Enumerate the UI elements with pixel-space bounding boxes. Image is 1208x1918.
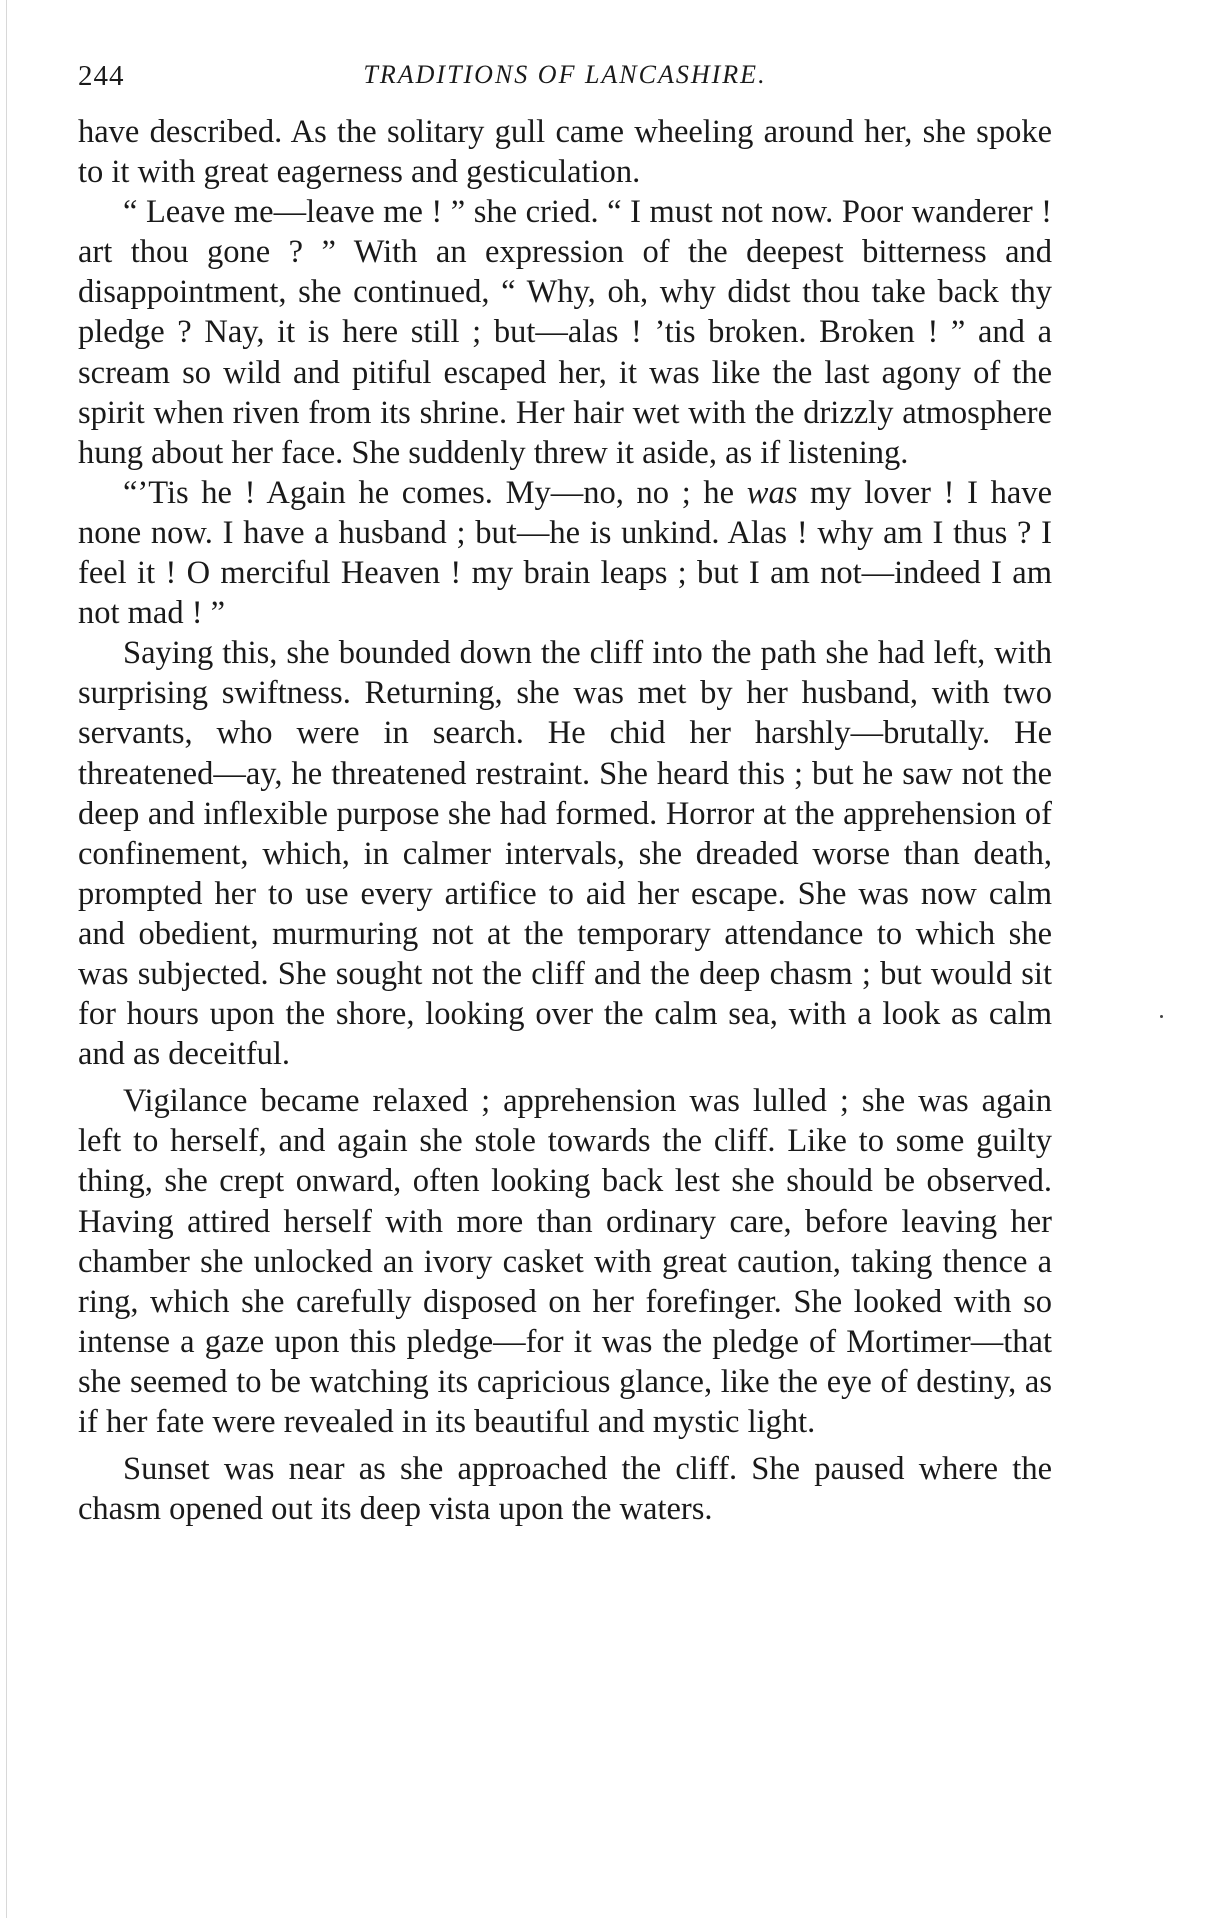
page-edge-rule	[6, 0, 7, 1918]
paragraph-text: my lover ! I have none now. I have a husband ; but—he is unkind. Alas ! why am I thus ? I feel it ! O merciful Heaven ! my brain leaps ; but I am not—indeed I am not mad ! ”	[78, 474, 1052, 632]
body-text	[78, 112, 1052, 1529]
emphasis-word: was	[746, 474, 798, 511]
paragraph-text: “’Tis he ! Again he comes. My—no, no ; he	[123, 474, 747, 511]
running-title: TRADITIONS OF LANCASHIRE.	[363, 60, 767, 89]
paragraph-continuation: have described. As the solitary gull came wheeling around her, she spoke to it with great eagerness and gesticulation.	[78, 114, 1052, 191]
paragraph: Saying this, she bounded down the cliff into the path she had left, with surprising swiftness. Returning, she was met by her husband, with two servants, who were in search. He chid her harshly—brutally. He threatened—ay, he threatened restraint. She heard this ; but he saw not the deep and inflexible purpose she had formed. Horror at the apprehension of confinement, which, in calmer intervals, she dreaded worse than death, prompted her to use every artifice to aid her escape. She was now calm and obedient, murmuring not at the temporary attendance to which she was subjected. She sought not the cliff and the deep chasm ; but would sit for hours upon the shore, looking over the calm sea, with a look as calm and as deceitful.	[78, 635, 1052, 1073]
book-page	[78, 52, 1052, 1529]
paragraph: Sunset was near as she approached the cliff. She paused where the chasm opened out its deep vista upon the waters.	[78, 1451, 1052, 1528]
paragraph	[78, 473, 1052, 633]
page-header	[78, 52, 1052, 112]
page-number: 244	[78, 60, 125, 92]
paragraph: Vigilance became relaxed ; apprehension was lulled ; she was again left to herself, and again she stole towards the cliff. Like to some guilty thing, she crept onward, often looking back lest she should be observed. Having attired herself with more than ordinary care, before leaving her chamber she unlocked an ivory casket with great caution, taking thence a ring, which she carefully disposed on her forefinger. She looked with so intense a gaze upon this pledge—for it was the pledge of Mortimer—that she seemed to be watching its capricious glance, like the eye of destiny, as if her fate were revealed in its beautiful and mystic light.	[78, 1083, 1052, 1440]
paragraph: “ Leave me—leave me ! ” she cried. “ I must not now. Poor wanderer ! art thou gone ? ” With an expression of the deepest bitterness and disappointment, she continued, “ Why, oh, why didst thou take back thy pledge ? Nay, it is here still ; but—alas ! ’tis broken. Broken ! ” and a scream so wild and pitiful escaped her, it was like the last agony of the spirit when riven from its shrine. Her hair wet with the drizzly atmosphere hung about her face. She suddenly threw it aside, as if listening.	[78, 194, 1052, 471]
